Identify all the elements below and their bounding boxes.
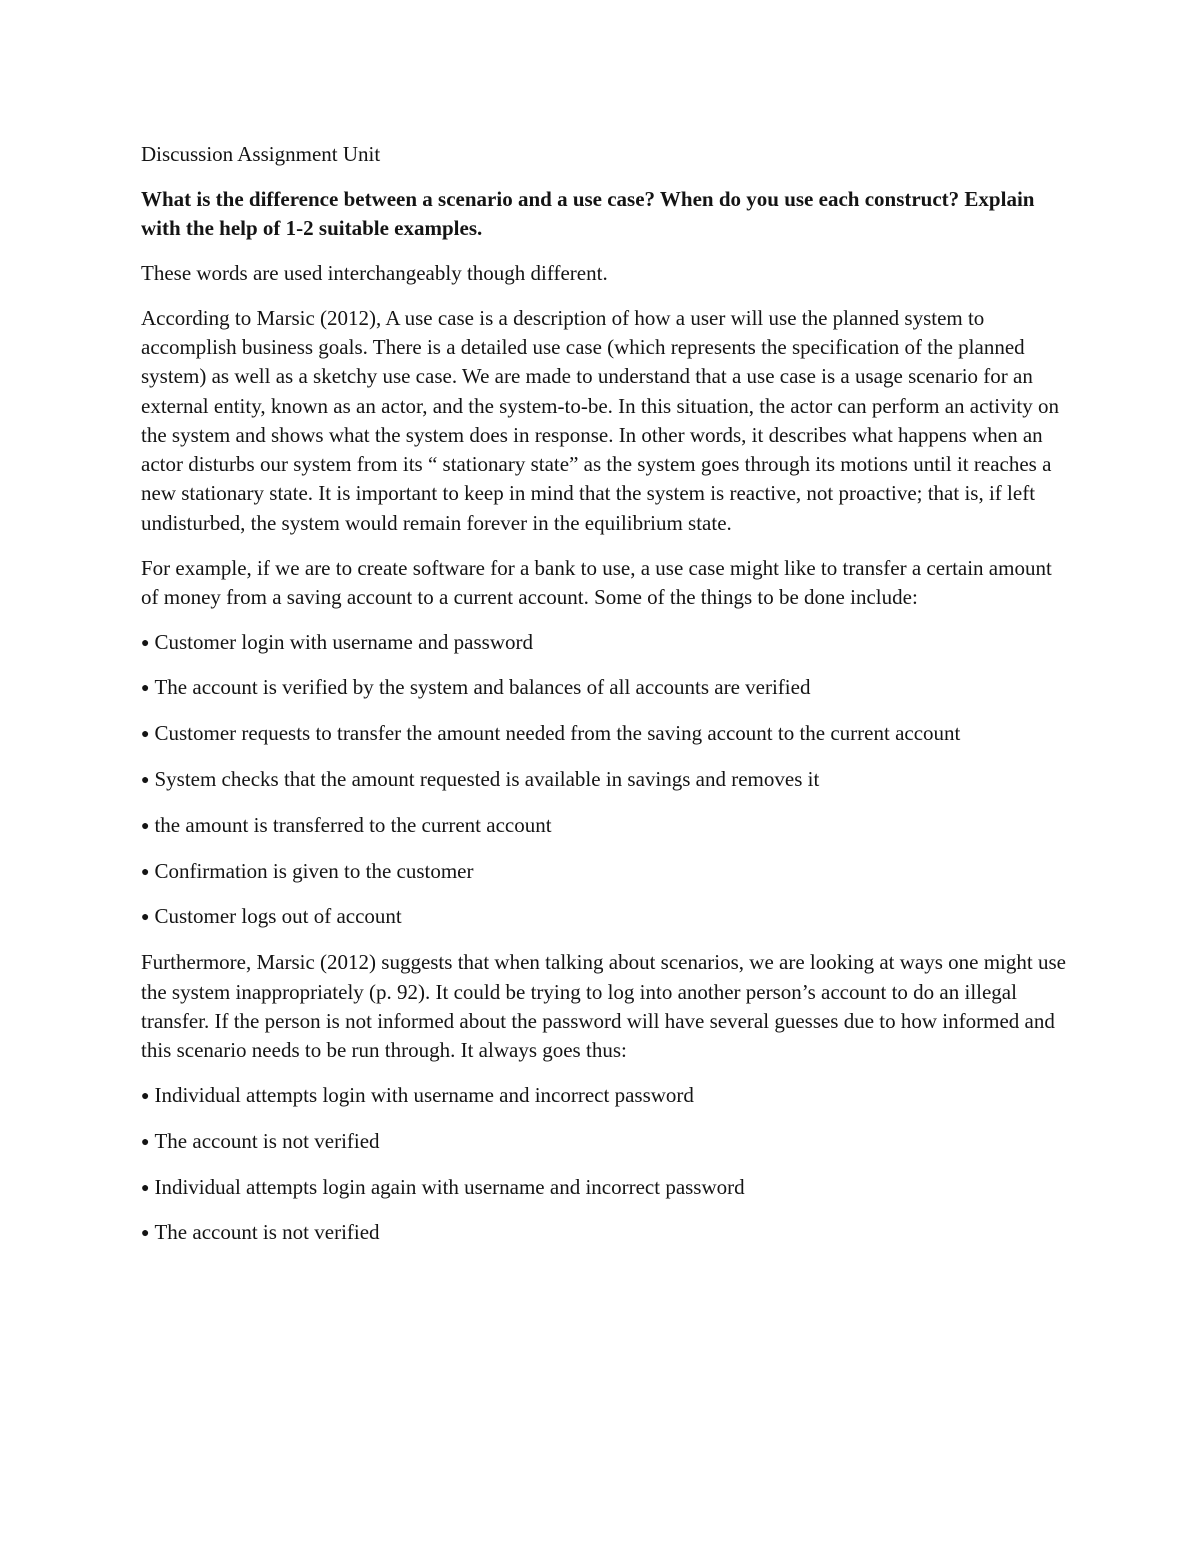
list-item	[141, 811, 1071, 841]
list-item	[141, 673, 1071, 703]
bullet-icon: ●	[141, 681, 150, 697]
scenario-paragraph: Furthermore, Marsic (2012) suggests that when talking about scenarios, we are looking at ways one might use the system inappropriately (p. 92). It could be trying to log into another person’s account to do an illegal transfer. If the person is not informed about the password will have several guesses due to how informed and this scenario needs to be run through. It always goes thus:	[141, 950, 1066, 1063]
bullet-icon: ●	[141, 910, 150, 926]
list-item-text: Customer requests to transfer the amount needed from the saving account to the current account	[154, 721, 961, 746]
bullet-icon: ●	[141, 773, 150, 789]
bullet-icon: ●	[141, 818, 150, 834]
bullet-icon: ●	[141, 864, 150, 880]
bank-example-paragraph: For example, if we are to create software for a bank to use, a use case might like to transfer a certain amount of money from a saving account to a current account. Some of the things to be done include:	[141, 555, 1052, 609]
list-item	[141, 1127, 1071, 1157]
list-item	[141, 1218, 1071, 1248]
bullet-icon: ●	[141, 1180, 150, 1196]
list-item-text: Individual attempts login again with username and incorrect password	[154, 1174, 745, 1199]
bullet-icon: ●	[141, 1226, 150, 1242]
list-item-text: The account is not verified	[154, 1128, 380, 1153]
scenario-steps-list	[141, 1081, 1071, 1249]
list-item	[141, 1173, 1071, 1203]
list-item	[141, 857, 1071, 887]
list-item-text: Customer login with username and password	[154, 629, 533, 654]
intro-paragraph: These words are used interchangeably though different.	[141, 260, 608, 285]
list-item	[141, 628, 1071, 658]
list-item	[141, 765, 1071, 795]
list-item-text: Confirmation is given to the customer	[154, 858, 474, 883]
list-item-text: Customer logs out of account	[154, 904, 402, 929]
list-item-text: the amount is transferred to the current account	[154, 812, 552, 837]
bullet-icon: ●	[141, 1088, 150, 1104]
question-text: What is the difference between a scenario and a use case? When do you use each construct? Explain with the help of 1-2 suitable examples.	[141, 186, 1035, 241]
list-item-text: Individual attempts login with username and incorrect password	[154, 1082, 694, 1107]
list-item-text: System checks that the amount requested is available in savings and removes it	[154, 767, 820, 792]
list-item	[141, 902, 1071, 932]
bullet-icon: ●	[141, 635, 150, 651]
bullet-icon: ●	[141, 727, 150, 743]
use-case-definition-paragraph: According to Marsic (2012), A use case is a description of how a user will use the planned system to accomplish business goals. There is a detailed use case (which represents the specification of the planned system) as well as a sketchy use case. We are made to understand that a use case is a usage scenario for an external entity, known as an actor, and the system-to-be. In this situation, the actor can perform an activity on the system and shows what the system does in response. In other words, it describes what happens when an actor disturbs our system from its “ stationary state” as the system goes through its motions until it reaches a new stationary state. It is important to keep in mind that the system is reactive, not proactive; that is, if left undisturbed, the system would remain forever in the equilibrium state.	[141, 305, 1060, 535]
list-item-text: The account is verified by the system and balances of all accounts are verified	[154, 675, 811, 700]
list-item	[141, 1081, 1071, 1111]
bullet-icon: ●	[141, 1134, 150, 1150]
document-heading: Discussion Assignment Unit	[141, 142, 381, 166]
list-item	[141, 719, 1071, 749]
document-page	[141, 140, 1071, 1264]
list-item-text: The account is not verified	[154, 1220, 380, 1245]
use-case-steps-list	[141, 628, 1071, 933]
